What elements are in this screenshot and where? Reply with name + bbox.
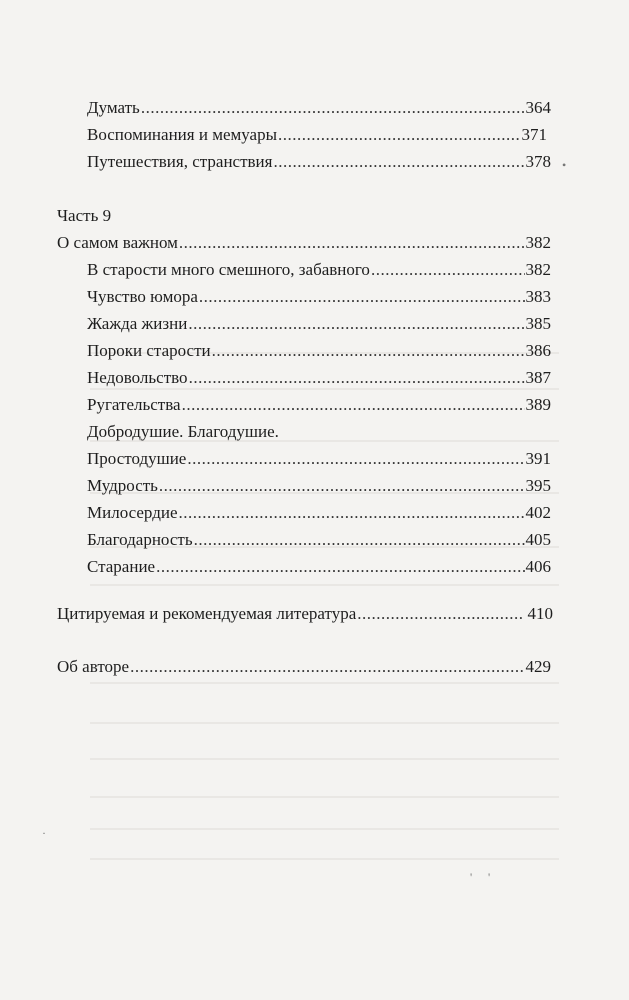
- toc-entry: [87, 286, 551, 308]
- toc-entry-title: Жажда жизни: [87, 314, 188, 333]
- toc-entry-title: Пороки старости: [87, 341, 211, 360]
- toc-entry-page: 385: [525, 314, 551, 333]
- print-speck: •: [562, 158, 567, 172]
- toc-entry-title: Недовольство: [87, 368, 188, 387]
- leader-dots: [199, 286, 525, 308]
- toc-entry: [87, 502, 551, 524]
- leader-dots: [357, 603, 521, 625]
- toc-entry: [87, 340, 551, 362]
- toc-entry: [87, 97, 551, 119]
- toc-entry-page: 382: [525, 260, 551, 279]
- toc-entry-title: Чувство юмора: [87, 287, 198, 306]
- toc-about: [57, 656, 551, 678]
- toc-entry-page: 387: [525, 368, 551, 387]
- toc-entry-page: 405: [525, 530, 551, 549]
- leader-dots: [182, 394, 525, 416]
- leader-dots: [212, 340, 525, 362]
- toc-entry-page: 389: [525, 395, 551, 414]
- bleed-through-line: [90, 722, 559, 724]
- toc-entry: [87, 448, 551, 470]
- toc-entry-title: Путешествия, странствия: [87, 152, 273, 171]
- leader-dots: [273, 151, 524, 173]
- toc-entry-page: 383: [525, 287, 551, 306]
- leader-dots: [141, 97, 525, 119]
- print-speck: ': [488, 870, 491, 884]
- toc-entry-title: Старание: [87, 557, 156, 576]
- toc-entry: [87, 124, 547, 146]
- toc-entry: [87, 394, 551, 416]
- toc-entry-page: 364: [525, 98, 551, 117]
- bleed-through-line: [90, 758, 559, 760]
- toc-entry-title: Милосердие: [87, 503, 178, 522]
- leader-dots: [159, 475, 525, 497]
- leader-dots: [189, 367, 525, 389]
- toc-entry-title: Ругательства: [87, 395, 181, 414]
- toc-entry: [87, 313, 551, 335]
- print-speck: ': [470, 870, 473, 884]
- toc-entry-page: 371: [521, 125, 547, 144]
- leader-dots: [194, 529, 525, 551]
- toc-literature: [57, 603, 553, 625]
- toc-entry-page: 395: [525, 476, 551, 495]
- toc-literature-page: 410: [527, 604, 553, 623]
- toc-entry-title-line1: Добродушие. Благодушие.: [87, 422, 279, 441]
- leader-dots: [179, 232, 525, 254]
- print-speck: ·: [42, 826, 46, 840]
- leader-dots: [179, 502, 525, 524]
- toc-entry-title: В старости много смешного, забавного: [87, 260, 370, 279]
- leader-dots: [187, 448, 524, 470]
- toc-entry-page: 402: [525, 503, 551, 522]
- toc-entry-title: Воспоминания и мемуары: [87, 125, 277, 144]
- toc-entry-title: Мудрость: [87, 476, 158, 495]
- toc-entry-title: Благодарность: [87, 530, 193, 549]
- toc-entry-page: 386: [525, 341, 551, 360]
- toc-entry-page: 391: [525, 449, 551, 468]
- toc-about-title: Об авторе: [57, 657, 130, 676]
- bleed-through-line: [90, 858, 559, 860]
- toc-entry: [87, 475, 551, 497]
- toc-entry: [87, 259, 551, 281]
- toc-entry: [87, 529, 551, 551]
- toc-literature-title: Цитируемая и рекомендуемая литература: [57, 604, 357, 623]
- bleed-through-line: [90, 682, 559, 684]
- leader-dots: [130, 656, 524, 678]
- toc-section-page: 382: [525, 233, 551, 252]
- leader-dots: [188, 313, 524, 335]
- toc-about-page: 429: [525, 657, 551, 676]
- toc-entry: [87, 556, 551, 578]
- leader-dots: [371, 259, 525, 281]
- toc-entry-title-line2: Простодушие: [87, 449, 187, 468]
- toc-entry-title: Думать: [87, 98, 140, 117]
- toc-entry: [87, 151, 551, 173]
- toc-entry: [87, 367, 551, 389]
- leader-dots: [278, 124, 521, 146]
- toc-entry-page: 378: [525, 152, 551, 171]
- toc-entry-page: 406: [525, 557, 551, 576]
- toc-section-title: О самом важном: [57, 233, 178, 252]
- part-label: Часть 9: [57, 206, 112, 225]
- bleed-through-line: [90, 796, 559, 798]
- toc-section: [57, 232, 551, 254]
- bleed-through-line: [90, 828, 559, 830]
- bleed-through-line: [90, 584, 559, 586]
- leader-dots: [156, 556, 524, 578]
